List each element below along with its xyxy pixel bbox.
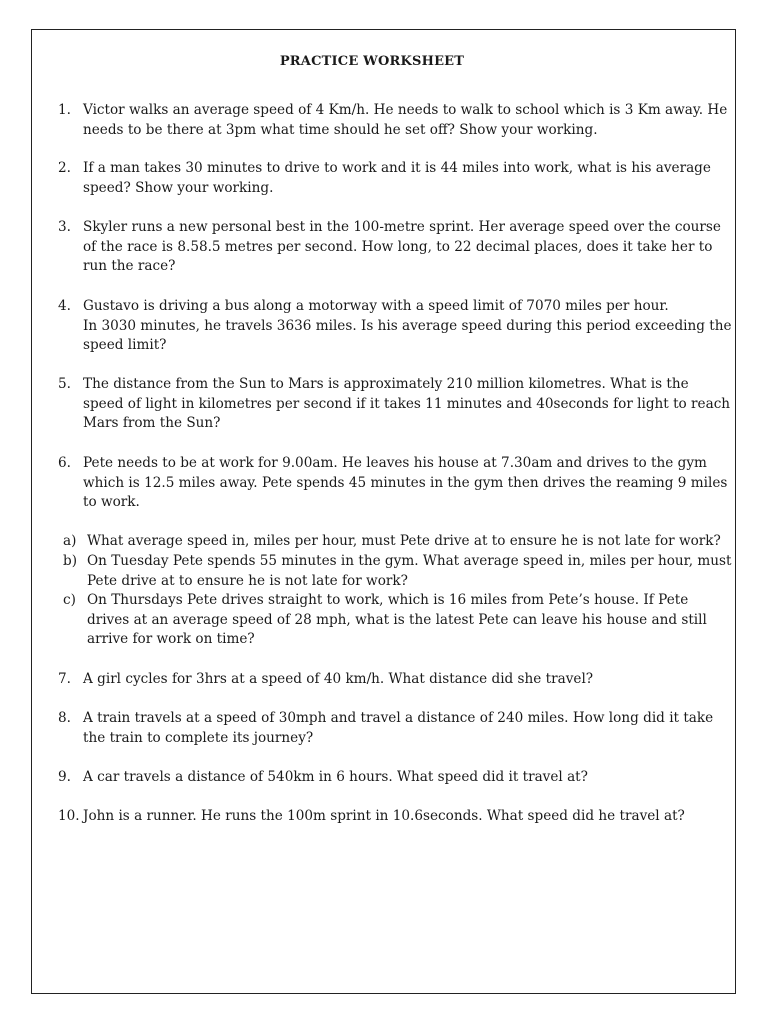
subquestion-text-line: On Tuesday Pete spends 55 minutes in the gym. What average speed in, miles per hour, must [87, 553, 732, 569]
question-text-line: If a man takes 30 minutes to drive to work and it is 44 miles into work, what is his average [83, 160, 711, 176]
question-number: 5. [58, 376, 71, 392]
subquestion-label: a) [63, 533, 77, 549]
question-text-line: Victor walks an average speed of 4 Km/h. He needs to walk to school which is 3 Km away. He [83, 102, 728, 118]
question-text-line: speed of light in kilometres per second if it takes 11 minutes and 40seconds for light to reach [83, 395, 731, 412]
question-text-line: to work. [83, 494, 140, 510]
question-text-line: speed limit? [83, 337, 167, 353]
question-number: 9. [58, 769, 71, 785]
question-text-line: A train travels at a speed of 30mph and travel a distance of 240 miles. How long did it take [83, 710, 714, 726]
question-text-line: John is a runner. He runs the 100m sprint in 10.6seconds. What speed did he travel at? [83, 808, 685, 824]
question-number: 7. [58, 671, 71, 687]
question-text-line: needs to be there at 3pm what time should he set off? Show your working. [83, 121, 598, 138]
question-text-line: Gustavo is driving a bus along a motorway with a speed limit of 7070 miles per hour. [83, 298, 669, 314]
question-number: 4. [58, 298, 71, 314]
subquestion-label: c) [63, 592, 76, 608]
question-text-line: speed? Show your working. [83, 179, 274, 196]
question-text-line: A girl cycles for 3hrs at a speed of 40 km/h. What distance did she travel? [83, 671, 594, 687]
question-number: 6. [58, 455, 71, 471]
question-text-line: of the race is 8.58.5 metres per second. How long, to 22 decimal places, does it take her to [83, 238, 713, 255]
question-text-line: the train to complete its journey? [83, 729, 314, 746]
question-number: 3. [58, 219, 71, 235]
subquestion-text-line: What average speed in, miles per hour, must Pete drive at to ensure he is not late for work? [87, 533, 721, 549]
question-text-line: run the race? [83, 258, 176, 274]
question-text-line: Mars from the Sun? [83, 415, 221, 431]
subquestion-text-line: arrive for work on time? [87, 631, 255, 647]
question-text-line: Skyler runs a new personal best in the 100-metre sprint. Her average speed over the course [83, 219, 721, 235]
question-number: 1. [58, 102, 71, 118]
question-text-line: In 3030 minutes, he travels 3636 miles. Is his average speed during this period exceeding the [83, 317, 732, 334]
question-number: 2. [58, 160, 71, 176]
worksheet-title: PRACTICE WORKSHEET [279, 54, 465, 69]
question-text-line: A car travels a distance of 540km in 6 hours. What speed did it travel at? [83, 769, 588, 785]
question-text-line: which is 12.5 miles away. Pete spends 45 minutes in the gym then drives the reaming 9 miles [83, 474, 728, 491]
question-number: 8. [58, 710, 71, 726]
subquestion-label: b) [63, 553, 78, 569]
question-number: 10. [58, 808, 80, 824]
question-text-line: Pete needs to be at work for 9.00am. He leaves his house at 7.30am and drives to the gym [83, 455, 707, 471]
question-text-line: The distance from the Sun to Mars is approximately 210 million kilometres. What is the [83, 376, 689, 392]
subquestion-text-line: On Thursdays Pete drives straight to work, which is 16 miles from Pete’s house. If Pete [87, 592, 689, 608]
subquestion-text-line: Pete drive at to ensure he is not late for work? [87, 572, 408, 589]
subquestion-text-line: drives at an average speed of 28 mph, what is the latest Pete can leave his house and still [87, 611, 707, 628]
